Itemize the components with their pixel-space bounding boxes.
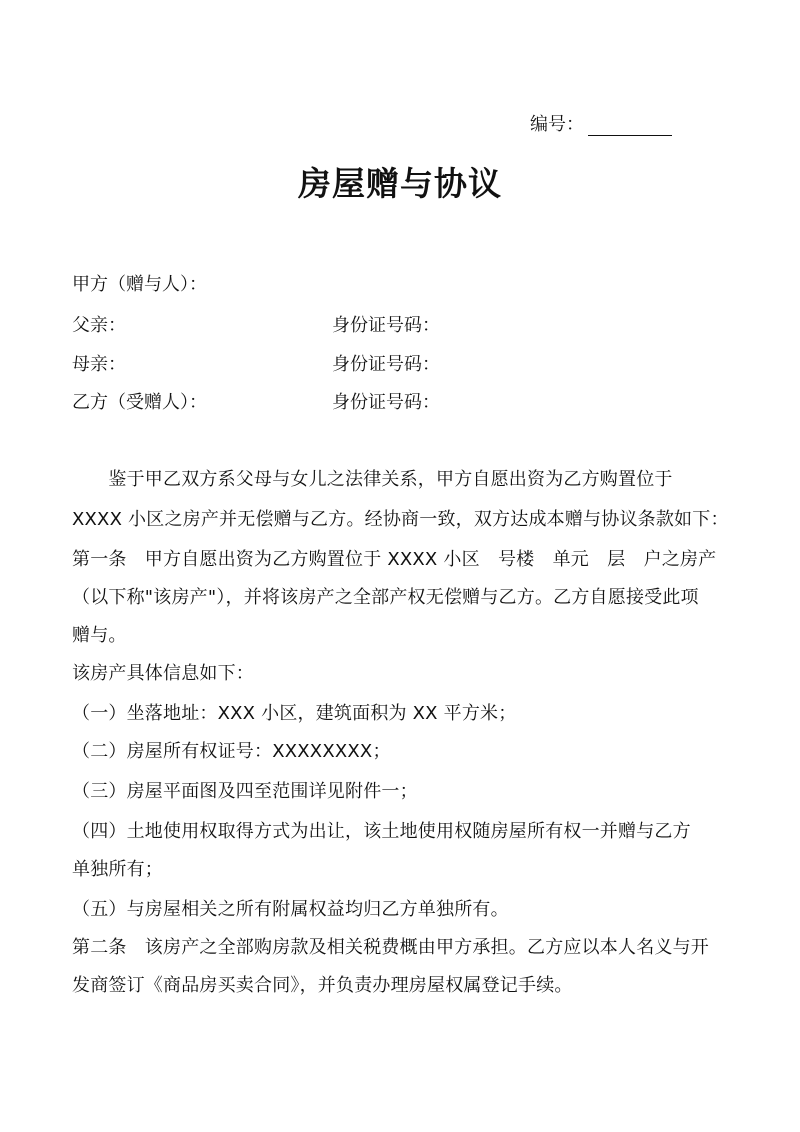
property-item: （二）房屋所有权证号：XXXXXXXX；	[72, 741, 391, 762]
party-b-label: 乙方（受赠人）：	[72, 392, 207, 413]
property-item: （一）坐落地址：XXX 小区，建筑面积为 XX 平方米；	[72, 703, 517, 724]
document-number	[530, 110, 672, 136]
father-label: 父亲：	[72, 315, 126, 336]
article-2-line: 第二条 该房产之全部购房款及相关税费概由甲方承担。乙方应以本人名义与开	[72, 937, 709, 958]
party-b-id-label: 身份证号码：	[332, 392, 440, 413]
mother-id-label: 身份证号码：	[332, 354, 440, 375]
property-item: （四）土地使用权取得方式为出让，该土地使用权随房屋所有权一并赠与乙方	[72, 821, 691, 842]
paragraph-line: XXXX 小区之房产并无偿赠与乙方。经协商一致，双方达成本赠与协议条款如下：	[72, 509, 729, 530]
document-title: 房屋赠与协议	[298, 164, 502, 203]
article-1-line: 第一条 甲方自愿出资为乙方购置位于 XXXX 小区 号楼 单元 层 户之房产	[72, 549, 717, 570]
article-2-line: 发商签订《商品房买卖合同》，并负责办理房屋权属登记手续。	[72, 975, 573, 996]
article-1-line: 赠与。	[72, 625, 127, 646]
father-row	[72, 311, 440, 337]
property-item: （三）房屋平面图及四至范围详见附件一；	[72, 781, 418, 802]
property-info-heading: 该房产具体信息如下：	[72, 663, 254, 684]
document-number-blank	[588, 117, 672, 136]
mother-row	[72, 350, 440, 376]
property-item: （五）与房屋相关之所有附属权益均归乙方单独所有。	[72, 899, 509, 920]
mother-label: 母亲：	[72, 354, 126, 375]
article-1-line: （以下称"该房产"），并将该房产之全部产权无偿赠与乙方。乙方自愿接受此项	[72, 587, 699, 608]
property-item: 单独所有；	[72, 859, 163, 880]
father-id-label: 身份证号码：	[332, 315, 440, 336]
party-a-label: 甲方（赠与人）：	[72, 274, 207, 295]
document-number-label: 编号：	[530, 114, 584, 135]
paragraph-line: 鉴于甲乙双方系父母与女儿之法律关系，甲方自愿出资为乙方购置位于	[72, 469, 673, 490]
party-b-row	[72, 388, 440, 414]
